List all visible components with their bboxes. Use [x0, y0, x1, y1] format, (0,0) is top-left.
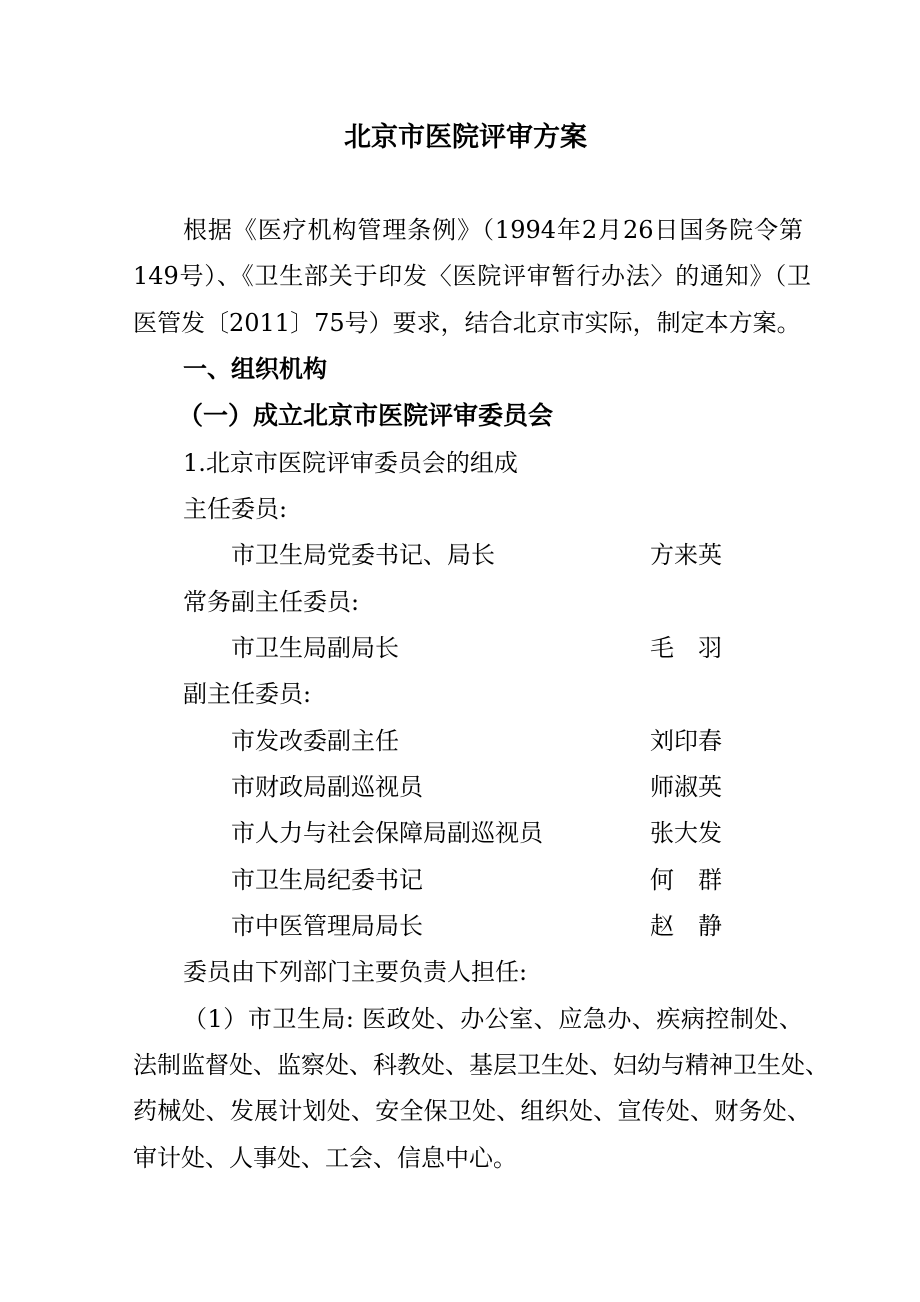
chair-label: 主任委员:: [183, 495, 288, 523]
vice-role: 市财政局副巡视员: [231, 773, 423, 801]
members-line-4: 审计处、人事处、工会、信息中心。: [133, 1144, 517, 1172]
chair-role: 市卫生局党委书记、局长: [231, 541, 495, 569]
subsection-heading: （一）成立北京市医院评审委员会: [178, 401, 554, 430]
chair-name: 方来英: [650, 541, 722, 569]
intro-line-2: 149号）、《卫生部关于印发〈医院评审暂行办法〉的通知》（卫: [133, 262, 811, 290]
vice-role: 市卫生局纪委书记: [231, 866, 423, 894]
members-label: 委员由下列部门主要负责人担任:: [183, 958, 528, 986]
vice-name: 何 群: [650, 866, 722, 894]
document-title: 北京市医院评审方案: [344, 122, 587, 153]
exec-vice-label: 常务副主任委员:: [183, 588, 360, 616]
vice-name: 赵 静: [650, 912, 722, 940]
vice-role: 市人力与社会保障局副巡视员: [231, 819, 543, 847]
members-line-1: （1）市卫生局: 医政处、办公室、应急办、疾病控制处、: [183, 1005, 803, 1033]
exec-vice-name: 毛 羽: [650, 634, 722, 662]
vice-name: 师淑英: [650, 773, 722, 801]
intro-line-1: 根据《医疗机构管理条例》（1994年2月26日国务院令第: [183, 216, 803, 244]
members-line-3: 药械处、发展计划处、安全保卫处、组织处、宣传处、财务处、: [133, 1097, 811, 1125]
vice-role: 市发改委副主任: [231, 727, 399, 755]
exec-vice-role: 市卫生局副局长: [231, 634, 399, 662]
item-heading: 1.北京市医院评审委员会的组成: [183, 449, 518, 477]
section-heading: 一、组织机构: [183, 355, 327, 383]
vice-name: 张大发: [650, 819, 722, 847]
intro-line-3: 医管发〔2011〕75号）要求，结合北京市实际，制定本方案。: [133, 309, 801, 337]
members-line-2: 法制监督处、监察处、科教处、基层卫生处、妇幼与精神卫生处、: [133, 1051, 829, 1079]
vice-label: 副主任委员:: [183, 680, 312, 708]
vice-name: 刘印春: [650, 727, 722, 755]
vice-role: 市中医管理局局长: [231, 912, 423, 940]
